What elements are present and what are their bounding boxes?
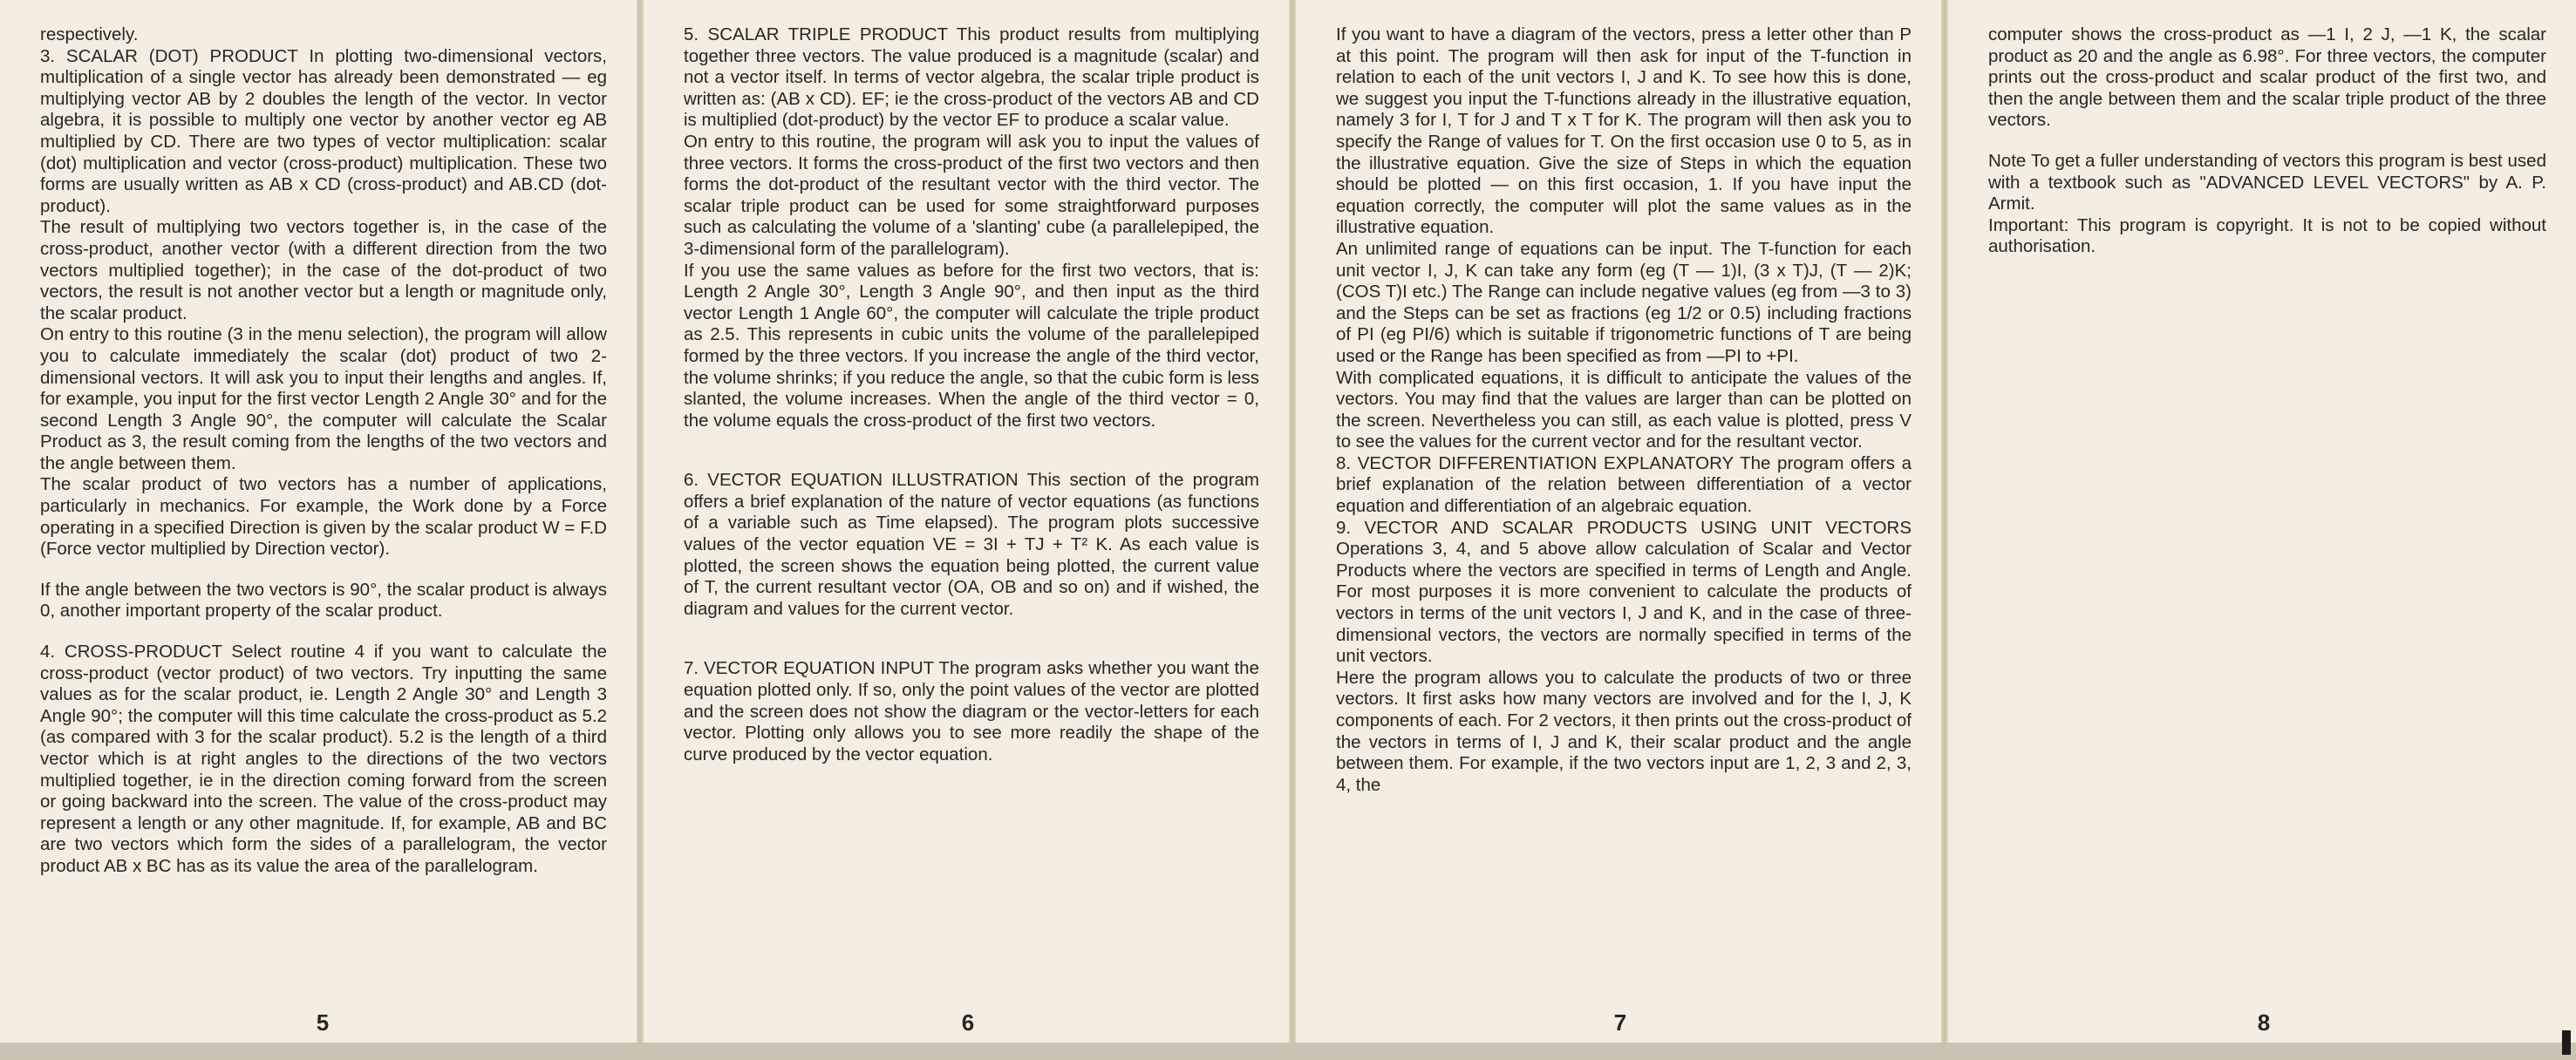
paragraph: The result of multiplying two vectors together is, in the case of the cross-product, another vector (with a different direction from the two vectors multiplied together); in the case of the dot-product of two vectors, the result is not another vector but a length or magnitude only, the scalar product. xyxy=(40,217,607,323)
paragraph: On entry to this routine, the program will ask you to input the values of three vectors. It forms the cross-product of the first two vectors and then forms the dot-product of the resultant vector with the third vector. The scalar triple product can be used for some straightforward purposes such as calculating the volume of a 'slanting' cube (a parallelepiped, the 3-dimensional form of the parallelogram). xyxy=(684,131,1259,259)
fold-crease xyxy=(1289,0,1296,1043)
page-5-text xyxy=(40,24,607,878)
fold-crease xyxy=(637,0,644,1043)
paragraph: 9. VECTOR AND SCALAR PRODUCTS USING UNIT VECTORS Operations 3, 4, and 5 above allow calculation of Scalar and Vector Products where the vectors are specified in terms of Length and Angle. For most purposes it is more convenient to calculate the products of vectors in terms of the unit vectors I, J and K, and in the case of three-dimensional vectors, the vectors are normally specified in terms of the unit vectors. xyxy=(1336,517,1912,667)
page-number: 8 xyxy=(2257,1009,2271,1036)
paragraph: 3. SCALAR (DOT) PRODUCT In plotting two-dimensional vectors, multiplication of a single vector has already been demonstrated — eg multiplying vector AB by 2 doubles the length of the vector. In vector algebra, it is possible to multiply one vector by another vector eg AB multiplied by CD. There are two types of vector multiplication: scalar (dot) multiplication and vector (cross-product) multiplication. These two forms are usually written as AB x CD (cross-product) and AB.CD (dot-product). xyxy=(40,45,607,216)
paragraph: The scalar product of two vectors has a number of applications, particularly in mechanics. For example, the Work done by a Force operating in a specified Direction is given by the scalar product W = F.D (Force vector multiplied by Direction vector). xyxy=(40,474,607,560)
page-number: 7 xyxy=(1613,1009,1627,1036)
page-7 xyxy=(1296,0,1941,1043)
page-8-text xyxy=(1988,24,2546,258)
scan-edge-mark xyxy=(2562,1030,2571,1055)
paragraph: 6. VECTOR EQUATION ILLUSTRATION This section of the program offers a brief explanation of the nature of vector equations (as functions of a variable such as Time elapsed). The program plots successive values of the vector equation VE = 3I + TJ + T² K. As each value is plotted, the screen shows the equation being plotted, the current value of T, the current resultant vector (OA, OB and so on) and if wished, the diagram and values for the current vector. xyxy=(684,470,1259,619)
paragraph: Note To get a fuller understanding of vectors this program is best used with a textbook such as "ADVANCED LEVEL VECTORS" by A. P. Armit. xyxy=(1988,150,2546,214)
paragraph: Important: This program is copyright. It is not to be copied without authorisation. xyxy=(1988,214,2546,257)
show-through-texture xyxy=(1960,323,2527,1037)
paragraph: respectively. xyxy=(40,24,139,44)
fold-crease xyxy=(1941,0,1948,1043)
paragraph: computer shows the cross-product as —1 I, 2 J, —1 K, the scalar product as 20 and the angle as 6.98°. For three vectors, the computer prints out the cross-product and scalar product of the first two, and then the angle between them and the scalar triple product of the three vectors. xyxy=(1988,24,2546,131)
paragraph: 4. CROSS-PRODUCT Select routine 4 if you want to calculate the cross-product (vector product) of two vectors. Try inputting the same values as for the scalar product, ie. Length 2 Angle 30° and Length 3 Angle 90°; the computer will this time calculate the cross-product as 5.2 (as compared with 3 for the scalar product). 5.2 is the length of a third vector which is at right angles to the directions of the two vectors multiplied together, ie in the direction coming forward from the screen or going backward into the screen. The value of the cross-product may represent a length or any other magnitude. If, for example, AB and BC are two vectors which form the sides of a parallelogram, the vector product AB x BC has as its value the area of the parallelogram. xyxy=(40,642,607,876)
page-number: 5 xyxy=(316,1009,330,1036)
page-6-text xyxy=(684,24,1259,765)
scan-bottom-edge xyxy=(0,1043,2576,1060)
page-6 xyxy=(644,0,1289,1043)
paragraph: If the angle between the two vectors is 90°, the scalar product is always 0, another important property of the scalar product. xyxy=(40,579,607,622)
page-5 xyxy=(0,0,637,1043)
paragraph: With complicated equations, it is difficult to anticipate the values of the vectors. You may find that the values are larger than can be plotted on the screen. Nevertheless you can still, as each value is plotted, press V to see the values for the current vector and for the resultant vector. xyxy=(1336,367,1912,452)
paragraph: If you use the same values as before for the first two vectors, that is: Length 2 Angle 30°, Length 3 Angle 90°, and then input as the third vector Length 1 Angle 60°, the computer will calculate the triple product as 2.5. This represents in cubic units the volume of the parallelepiped formed by the three vectors. If you increase the angle of the third vector, the volume shrinks; if you reduce the angle, so that the cubic form is less slanted, the volume increases. When the angle of the third vector = 0, the volume equals the cross-product of the first two vectors. xyxy=(684,260,1259,431)
paragraph: 5. SCALAR TRIPLE PRODUCT This product results from multiplying together three vectors. The value produced is a magnitude (scalar) and not a vector itself. In terms of vector algebra, the scalar triple product is written as: (AB x CD). EF; ie the cross-product of the vectors AB and CD is multiplied (dot-product) by the vector EF to produce a scalar value. xyxy=(684,24,1259,131)
paragraph: If you want to have a diagram of the vectors, press a letter other than P at this point. The program will then ask for input of the T-function in relation to each of the unit vectors I, J and K. To see how this is done, we suggest you input the T-functions already in the illustrative equation, namely 3 for I, T for J and T x T for K. The program will then ask you to specify the Range of values for T. On the first occasion use 0 to 5, as in the illustrative equation. Give the size of Steps in which the equation should be plotted — on this first occasion, 1. If you have input the equation correctly, the computer will plot the same values as in the illustrative equation. xyxy=(1336,24,1912,238)
page-number: 6 xyxy=(961,1009,975,1036)
paragraph: 7. VECTOR EQUATION INPUT The program asks whether you want the equation plotted only. If so, only the point values of the vector are plotted and the screen does not show the diagram or the vector-letters for each vector. Plotting only allows you to see more readily the shape of the curve produced by the vector equation. xyxy=(684,658,1259,764)
paragraph: On entry to this routine (3 in the menu selection), the program will allow you to calculate immediately the scalar (dot) product of two 2-dimensional vectors. It will ask you to input their lengths and angles. If, for example, you input for the first vector Length 2 Angle 30° and for the second Length 3 Angle 90°, the computer will calculate the Scalar Product as 3, the result coming from the lengths of the two vectors and the angle between them. xyxy=(40,324,607,473)
paragraph: An unlimited range of equations can be input. The T-function for each unit vector I, J, K can take any form (eg (T — 1)I, (3 x T)J, (T — 2)K; (COS T)I etc.) The Range can include negative values (eg from —3 to 3) and the Steps can be set as fractions (eg 1/2 or 0.5) including fractions of PI (eg PI/6) which is suitable if trigonometric functions of T are being used or the Range has been specified as from —PI to +PI. xyxy=(1336,238,1912,366)
paragraph: 8. VECTOR DIFFERENTIATION EXPLANATORY The program offers a brief explanation of the relation between differentiation of a vector equation and differentiation of an algebraic equation. xyxy=(1336,452,1912,517)
paragraph: Here the program allows you to calculate the products of two or three vectors. It first asks how many vectors are involved and for the I, J, K components of each. For 2 vectors, it then prints out the cross-product of the vectors in terms of I, J and K, their scalar product and the angle between them. For example, if the two vectors input are 1, 2, 3 and 2, 3, 4, the xyxy=(1336,667,1912,795)
page-7-text xyxy=(1336,24,1912,796)
